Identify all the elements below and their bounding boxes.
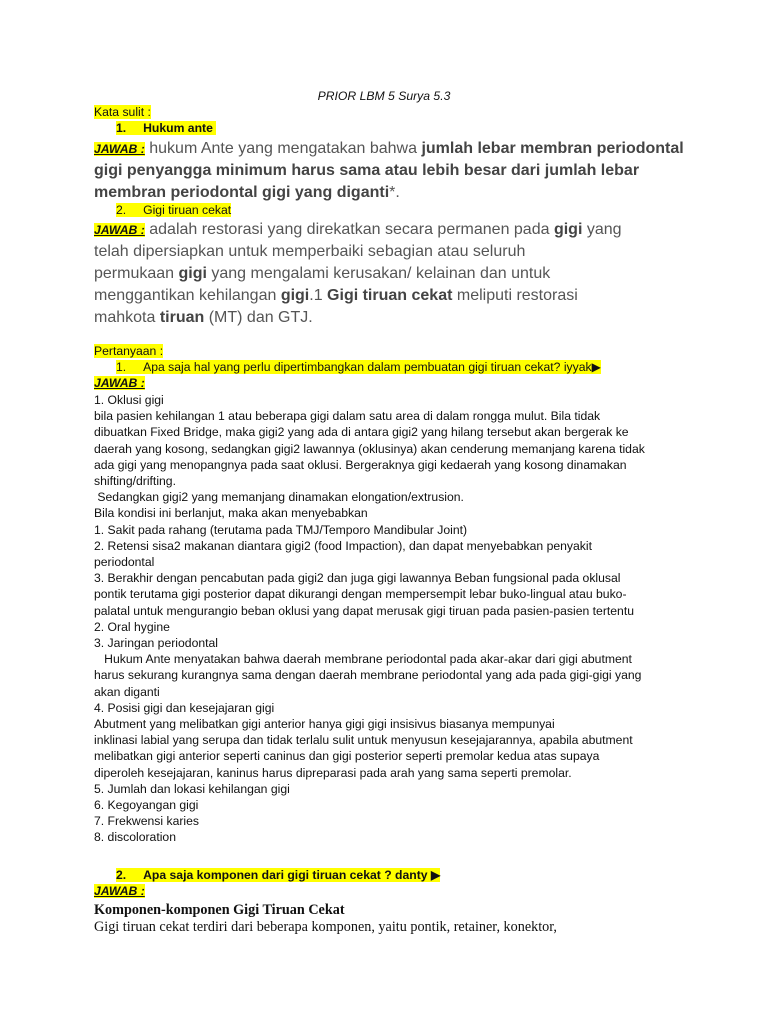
answer-line: periodontal bbox=[94, 555, 155, 570]
answer-line: 1. Sakit pada rahang (terutama pada TMJ/Temporo Mandibular Joint) bbox=[94, 522, 468, 537]
jawab-label: JAWAB : bbox=[94, 223, 145, 237]
answer-line: shifting/drifting. bbox=[94, 474, 176, 489]
answer-line: 3. Berakhir dengan pencabutan pada gigi2 dan juga gigi lawannya Beban fungsional pada oklusal bbox=[94, 571, 621, 586]
answer-line: 4. Posisi gigi dan kesejajaran gigi bbox=[94, 700, 275, 715]
answer-line: 7. Frekwensi karies bbox=[94, 814, 199, 829]
answer-line: dibuatkan Fixed Bridge, maka gigi2 yang ada di antara gigi2 yang hilang tersebut akan bergerak ke bbox=[94, 425, 629, 440]
answer-line: inklinasi labial yang serupa dan tidak terlalu sulit untuk menyusun kesejajarannya, apabila abutment bbox=[94, 733, 633, 748]
arrow-right-icon: ▶ bbox=[430, 868, 441, 882]
answer-line: palatal untuk mengurangio beban oklusi yang dapat merusak gigi tiruan pada pasien-pasien tertentu bbox=[94, 603, 634, 618]
answer-line: 5. Jumlah dan lokasi kehilangan gigi bbox=[94, 781, 290, 796]
answer-line: ada gigi yang menopangnya pada saat oklusi. Bergeraknya gigi kedaerah yang kosong dinamakan bbox=[94, 457, 627, 472]
question-2: 2. Apa saja komponen dari gigi tiruan cekat ? danty ▶ bbox=[116, 868, 441, 882]
jawab-label: JAWAB : bbox=[94, 884, 145, 899]
answer-line: daerah yang kosong, sedangkan gigi2 lawannya (oklusinya) akan cenderung memanjang karena tidak bbox=[94, 441, 645, 456]
pertanyaan-label: Pertanyaan : bbox=[94, 344, 164, 358]
kata-sulit-label: Kata sulit : bbox=[94, 105, 151, 119]
term-2-answer: JAWAB : adalah restorasi yang direkatkan secara permanen pada gigi yang telah dipersiapkan untuk memperbaiki sebagian atau seluruh permukaan gigi yang mengalami kerusakan/ kelainan dan untuk menggantikan kehilangan gigi.1 Gigi tiruan cekat meliputi restorasi mahkota tiruan (MT) dan GTJ. bbox=[94, 221, 622, 326]
pertanyaan-section bbox=[94, 343, 684, 392]
answer-line: diperoleh kesejajaran, kaninus harus dipreparasi pada arah yang sama seperti premolar. bbox=[94, 765, 572, 780]
arrow-right-icon: ▶ bbox=[591, 360, 601, 375]
answer-line: pontik terutama gigi posterior dapat dikurangi dengan mempersempit lebar buko-lingual atau buko- bbox=[94, 587, 627, 602]
answer-line: Bila kondisi ini berlanjut, maka akan menyebabkan bbox=[94, 506, 368, 521]
answer-line: 3. Jaringan periodontal bbox=[94, 636, 218, 651]
question-2-section bbox=[94, 867, 684, 899]
answer-line: bila pasien kehilangan 1 atau beberapa gigi dalam satu area di dalam rongga mulut. Bila tidak bbox=[94, 409, 601, 424]
answer-line: Sedangkan gigi2 yang memanjang dinamakan elongation/extrusion. bbox=[94, 490, 464, 505]
answer-line: akan diganti bbox=[94, 684, 160, 699]
components-heading: Komponen-komponen Gigi Tiruan Cekat bbox=[94, 902, 345, 918]
answer-line: 1. Oklusi gigi bbox=[94, 393, 164, 407]
answer-line: 2. Retensi sisa2 makanan diantara gigi2 (food Impaction), dan dapat menyebabkan penyakit bbox=[94, 538, 592, 553]
term-2-row bbox=[94, 202, 684, 218]
jawab-label: JAWAB : bbox=[94, 376, 145, 391]
answer-line: 6. Kegoyangan gigi bbox=[94, 798, 199, 813]
term-1-label: 1. Hukum ante bbox=[116, 121, 216, 135]
question-1: 1. Apa saja hal yang perlu dipertimbangkan dalam pembuatan gigi tiruan cekat? iyyak▶ bbox=[116, 360, 601, 375]
term-1-answer: JAWAB : hukum Ante yang mengatakan bahwa jumlah lebar membran periodontal gigi penyangga minimum harus sama atau lebih besar dari jumlah lebar membran periodontal gigi yang diganti*. bbox=[94, 140, 684, 201]
question-1-answer bbox=[94, 392, 694, 846]
answer-line: Abutment yang melibatkan gigi anterior hanya gigi gigi insisivus biasanya mempunyai bbox=[94, 717, 555, 732]
document-title: PRIOR LBM 5 Surya 5.3 bbox=[317, 89, 451, 103]
components-body: Gigi tiruan cekat terdiri dari beberapa komponen, yaitu pontik, retainer, konektor, bbox=[94, 919, 557, 935]
jawab-label: JAWAB : bbox=[94, 142, 145, 156]
answer-line: melibatkan gigi anterior seperti caninus dan gigi posterior seperti premolar kedua atas supaya bbox=[94, 749, 600, 764]
answer-line: 8. discoloration bbox=[94, 830, 176, 845]
answer-line: harus sekurang kurangnya sama dengan daerah membrane periodontal yang ada pada gigi-gigi yang bbox=[94, 668, 642, 683]
kata-sulit-section bbox=[94, 104, 684, 136]
term-2-label: 2. Gigi tiruan cekat bbox=[116, 203, 232, 217]
answer-line: Hukum Ante menyatakan bahwa daerah membrane periodontal pada akar-akar dari gigi abutment bbox=[94, 652, 632, 667]
answer-line: 2. Oral hygine bbox=[94, 619, 170, 634]
